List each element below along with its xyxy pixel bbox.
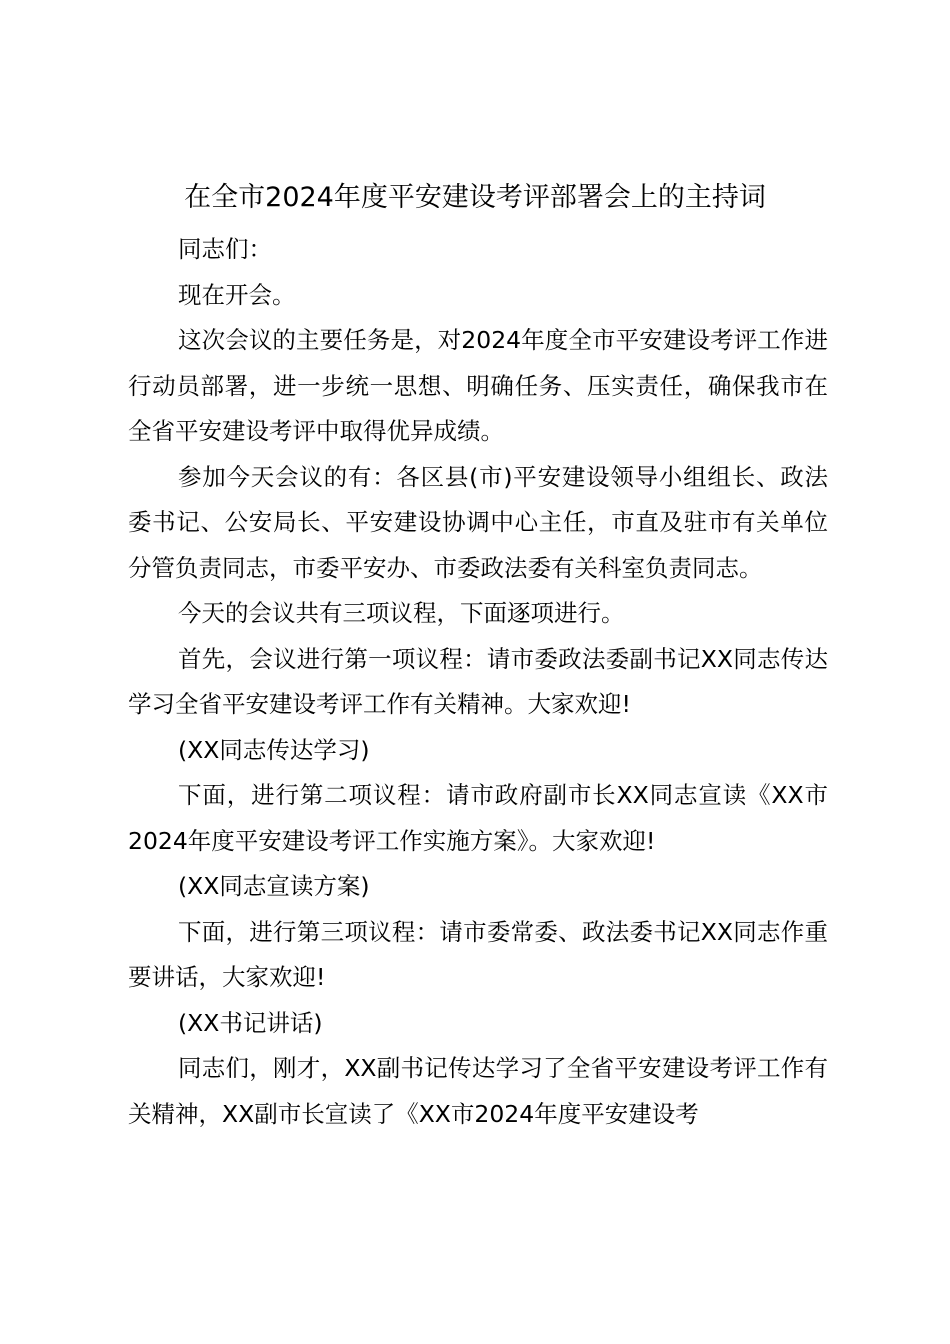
- paragraph-greeting: 同志们：: [178, 235, 272, 263]
- paragraph-attendees: 参加今天会议的有：各区县(市)平安建设领导小组组长、政法委书记、公安局长、平安建设协调中心主任，市直及驻市有关单位分管负责同志，市委平安办、市委政法委有关科室负责同志。: [128, 462, 828, 582]
- paragraph-stage-note-1: (XX同志传达学习): [178, 735, 370, 764]
- document-body: [128, 227, 828, 1137]
- paragraph-agenda-intro: 今天的会议共有三项议程，下面逐项进行。: [178, 599, 625, 627]
- paragraph-main-task: 这次会议的主要任务是，对2024年度全市平安建设考评工作进行动员部署，进一步统一思想、明确任务、压实责任，确保我市在全省平安建设考评中取得优异成绩。: [128, 326, 828, 445]
- paragraph-agenda-item-2: 下面，进行第二项议程：请市政府副市长XX同志宣读《XX市2024年度平安建设考评工作实施方案》。大家欢迎!: [128, 781, 828, 855]
- paragraph-agenda-item-3: 下面，进行第三项议程：请市委常委、政法委书记XX同志作重要讲话，大家欢迎!: [128, 917, 828, 991]
- paragraph-agenda-item-1: 首先，会议进行第一项议程：请市委政法委副书记XX同志传达学习全省平安建设考评工作有关精神。大家欢迎!: [128, 644, 828, 718]
- paragraph-stage-note-3: (XX书记讲话): [178, 1008, 323, 1037]
- paragraph-stage-note-2: (XX同志宣读方案): [178, 872, 370, 900]
- paragraph-summary: 同志们，刚才，XX副书记传达学习了全省平安建设考评工作有关精神，XX副市长宣读了《XX市2024年度平安建设考: [128, 1054, 828, 1128]
- paragraph-opening: 现在开会。: [178, 280, 296, 309]
- document-title: 在全市2024年度平安建设考评部署会上的主持词: [184, 182, 766, 213]
